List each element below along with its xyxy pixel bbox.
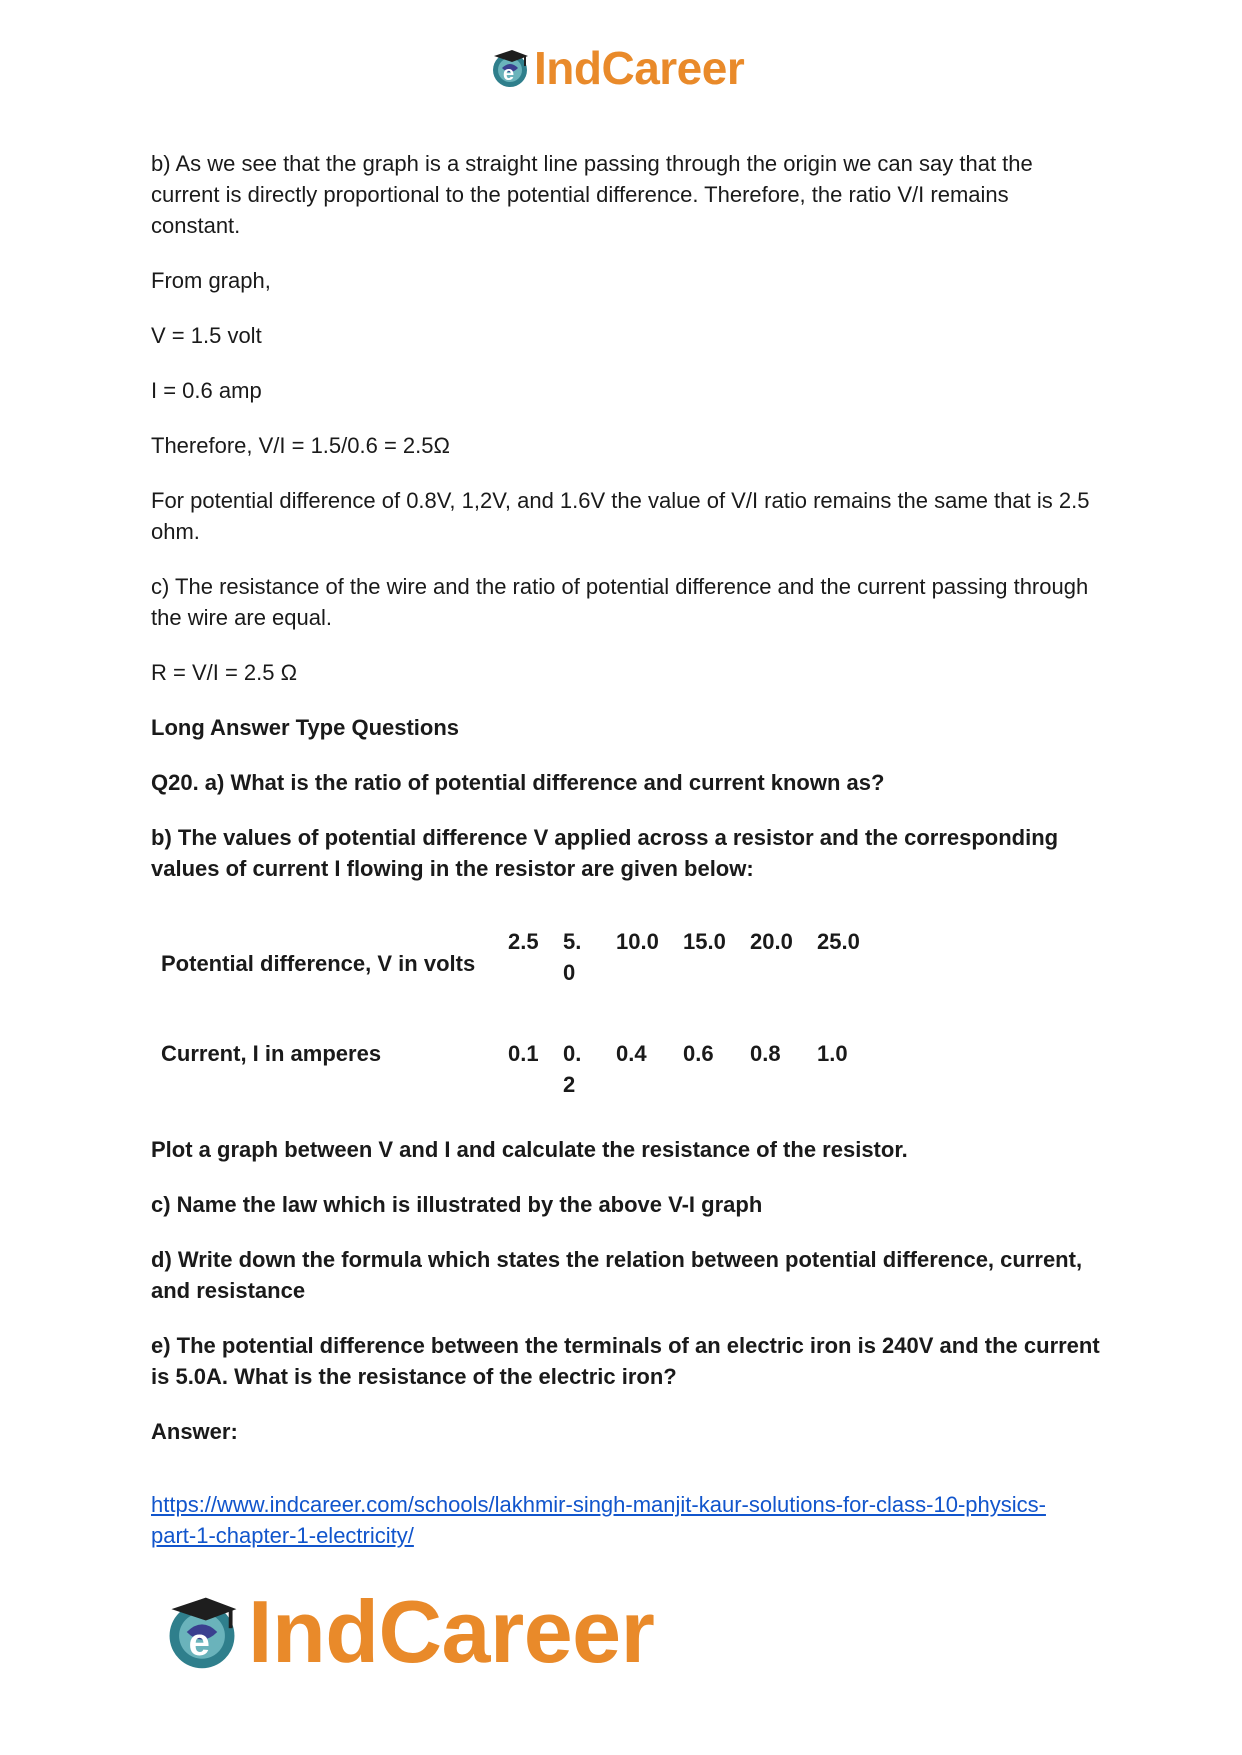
question-20b: b) The values of potential difference V applied across a resistor and the corresponding values of current I flowing in the resistor are given below: <box>151 825 1059 881</box>
question-plot: Plot a graph between V and I and calculate the resistance of the resistor. <box>151 1137 908 1162</box>
paragraph-current: I = 0.6 amp <box>151 378 262 403</box>
table-cell: 0.8 <box>750 1041 781 1066</box>
paragraph-b-answer: b) As we see that the graph is a straight line passing through the origin we can say that the current is directly proportional to the potential difference. Therefore, the ratio V/I remains constant. <box>151 151 1033 238</box>
table-cell: 15.0 <box>683 929 726 954</box>
table-cell: 5. 0 <box>563 929 582 985</box>
vi-data-table <box>161 926 884 1100</box>
header-logo <box>488 42 744 94</box>
question-20d: d) Write down the formula which states the relation between potential difference, current, and resistance <box>151 1247 1083 1303</box>
question-20a: Q20. a) What is the ratio of potential difference and current known as? <box>151 770 885 795</box>
graduation-globe-icon <box>160 1590 244 1674</box>
svg-text:e: e <box>503 63 515 85</box>
paragraph-from-graph: From graph, <box>151 268 271 293</box>
table-row-label: Potential difference, V in volts <box>161 951 476 976</box>
table-cell: 25.0 <box>817 929 860 954</box>
question-20e: e) The potential difference between the terminals of an electric iron is 240V and the current is 5.0A. What is the resistance of the electric iron? <box>151 1333 1100 1389</box>
footer-brand-text: IndCareer <box>248 1582 655 1681</box>
header-brand-text: IndCareer <box>534 42 745 94</box>
table-cell: 0.4 <box>616 1041 647 1066</box>
svg-text:e: e <box>188 1620 210 1664</box>
paragraph-resistance: R = V/I = 2.5 Ω <box>151 660 298 685</box>
footer-logo <box>160 1584 654 1680</box>
table-cell: 0. 2 <box>563 1041 582 1097</box>
table-cell: 0.6 <box>683 1041 714 1066</box>
table-cell: 0.1 <box>508 1041 539 1066</box>
section-heading: Long Answer Type Questions <box>151 715 460 740</box>
source-link-block <box>151 1489 1101 1551</box>
table-row <box>161 988 884 1100</box>
document-body <box>151 148 1101 1551</box>
table-cell: 1.0 <box>817 1041 848 1066</box>
table-cell: 20.0 <box>750 929 793 954</box>
graduation-globe-icon <box>488 46 532 90</box>
paragraph-same-ratio: For potential difference of 0.8V, 1,2V, and 1.6V the value of V/I ratio remains the same that is 2.5 ohm. <box>151 488 1090 544</box>
paragraph-voltage: V = 1.5 volt <box>151 323 262 348</box>
table-row-label: Current, I in amperes <box>161 1041 382 1066</box>
paragraph-c-answer: c) The resistance of the wire and the ratio of potential difference and the current passing through the wire are equal. <box>151 574 1089 630</box>
answer-label: Answer: <box>151 1419 238 1444</box>
question-20c: c) Name the law which is illustrated by the above V-I graph <box>151 1192 763 1217</box>
source-link-line-2[interactable]: part-1-chapter-1-electricity/ <box>151 1523 414 1548</box>
table-row <box>161 926 884 988</box>
table-cell: 10.0 <box>616 929 659 954</box>
source-link-line-1[interactable]: https://www.indcareer.com/schools/lakhmir-singh-manjit-kaur-solutions-for-class-10-physics- <box>151 1492 1046 1517</box>
table-cell: 2.5 <box>508 929 539 954</box>
paragraph-ratio: Therefore, V/I = 1.5/0.6 = 2.5Ω <box>151 433 450 458</box>
